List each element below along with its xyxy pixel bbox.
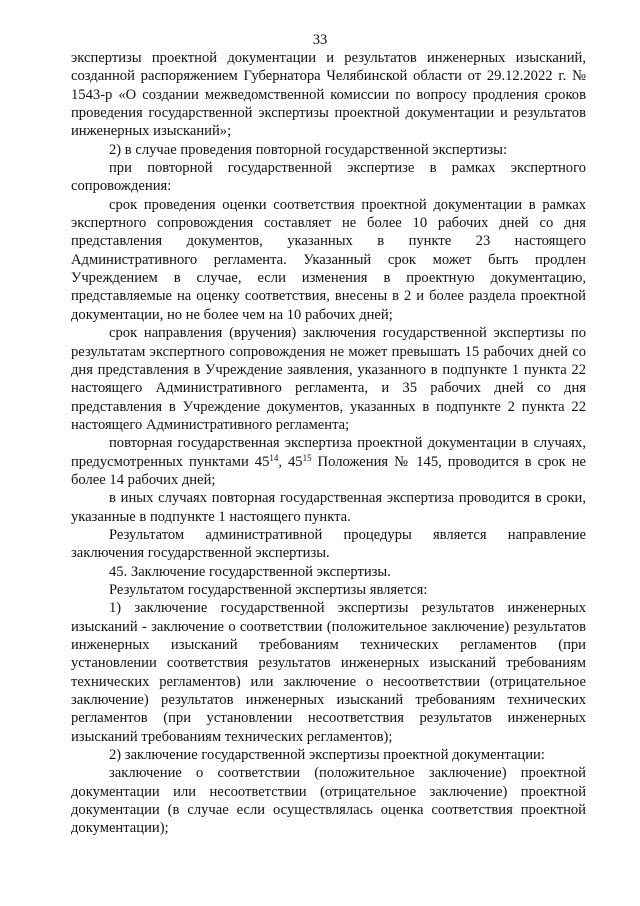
footnote-sup-14: 14 <box>269 452 279 463</box>
paragraph-repeat-expertise-case: 2) в случае проведения повторной государственной экспертизы: <box>109 141 508 158</box>
paragraph-repeat-in-support: при повторной государственной экспертизе в рамках экспертного сопровождения: <box>71 160 586 195</box>
footnote-sup-15: 15 <box>302 452 312 463</box>
paragraph-repeat-14-days-text-a: повторная государственная экспертиза проектной документации в случаях, предусмотренных пунктами 45 <box>71 435 586 470</box>
paragraph-other-cases: в иных случаях повторная государственная экспертиза проводится в сроки, указанные в подпункте 1 настоящего пункта. <box>71 490 586 525</box>
document-body <box>71 49 586 838</box>
paragraph-project-documentation-conclusion: 2) заключение государственной экспертизы проектной документации: <box>109 747 545 764</box>
paragraph-repeat-14-days-text-b: , 45 <box>278 453 303 470</box>
page-number: 33 <box>312 32 328 48</box>
paragraph-engineering-survey-conclusion: 1) заключение государственной экспертизы результатов инженерных изысканий - заключение о соответствии (положительное заключение) результатов инженерных изысканий требованиям технических регламентов (при установлении соответствия результатов инженерных изысканий требованиям технических регламентов) или заключение о несоответствии (отрицательное заключение) результатов инженерных изысканий требованиям технических регламентов (при установлении несоответствия результатов инженерных изысканий требованиям технических регламентов); <box>71 600 586 745</box>
paragraph-result-is: Результатом государственной экспертизы является: <box>109 581 428 598</box>
paragraph-assessment-term: срок проведения оценки соответствия проектной документации в рамках экспертного сопровождения составляет не более 10 рабочих дней со дня представления документов, указанных в пункте 23 настоящего Административного регламента. Указанный срок может быть продлен Учреждением в случае, если изменения в проектную документацию, представляемые на оценку соответствия, внесены в 2 и более раздела проектной документации, но не более чем на 10 рабочих дней; <box>71 196 586 323</box>
paragraph-repeat-14-days <box>71 434 586 489</box>
paragraph-repeat-14-days-text-c: Положения № 145, проводится в срок не более 14 рабочих дней; <box>71 453 587 488</box>
paragraph-procedure-result: Результатом административной процедуры является направление заключения государственной экспертизы. <box>71 526 586 562</box>
paragraph-delivery-term: срок направления (вручения) заключения государственной экспертизы по результатам экспертного сопровождения не может превышать 15 рабочих дней со дня представления в Учреждение заявления, указанного в подпункте 1 пункта 22 настоящего Административного регламента, и 35 рабочих дней со дня представления в Учреждение документов, указанных в подпункте 2 пункта 22 настоящего Административного регламента; <box>71 325 586 433</box>
paragraph-section-45-heading: 45. Заключение государственной экспертизы. <box>109 563 391 580</box>
paragraph-conformity-conclusion: заключение о соответствии (положительное заключение) проектной документации или несоответствии (отрицательное заключение) проектной документации (в случае если осуществлялась оценка соответствия проектной документации); <box>71 765 586 837</box>
paragraph-commission-continuation: экспертизы проектной документации и результатов инженерных изысканий, созданной распоряжением Губернатора Челябинской области от 29.12.2022 г. № 1543-р «О создании межведомственной комиссии по вопросу продления сроков проведения государственной экспертизы проектной документации и результатов инженерных изысканий»; <box>71 50 586 140</box>
